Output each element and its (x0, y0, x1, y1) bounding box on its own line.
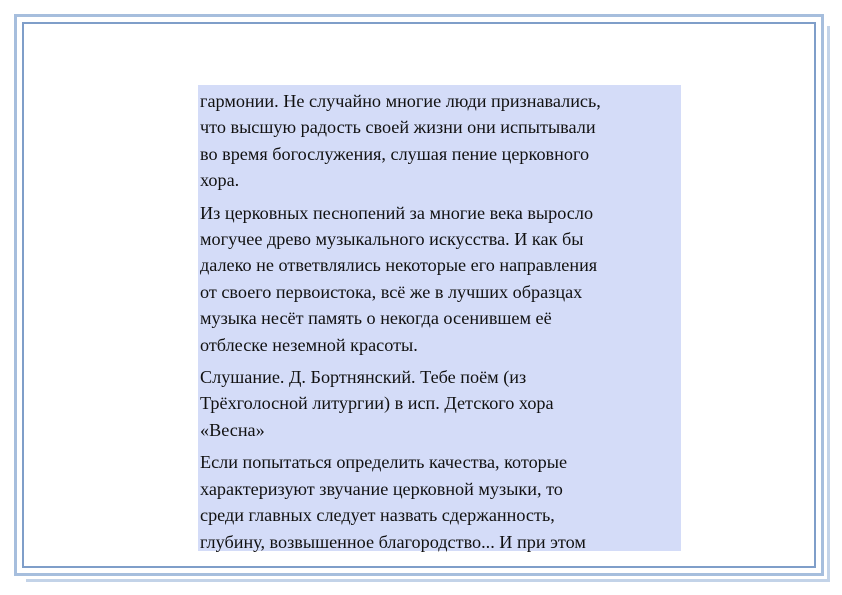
paragraph-qualities: Если попытаться определить качества, которые характеризуют звучание церковной музыки, то среди главных следует назвать сдержанность, глубину, возвышенное благородство... И при этом (200, 452, 586, 552)
text-block (198, 85, 681, 551)
paragraph-harmony: гармонии. Не случайно многие люди признавались, что высшую радость своей жизни они испытывали во время богослужения, слушая пение церковного хора. (200, 91, 601, 191)
paragraph-church-chants: Из церковных песнопений за многие века выросло могучее древо музыкального искусства. И как бы далеко не ответвлялись некоторые его направления от своего первоистока, всё же в лучших образцах музыка несёт память о некогда осенившем её отблеске неземной красоты. (200, 202, 598, 355)
paragraph-listening: Слушание. Д. Бортнянский. Тебе поём (из Трёхголосной литургии) в исп. Детского хора «Весна» (200, 367, 554, 440)
